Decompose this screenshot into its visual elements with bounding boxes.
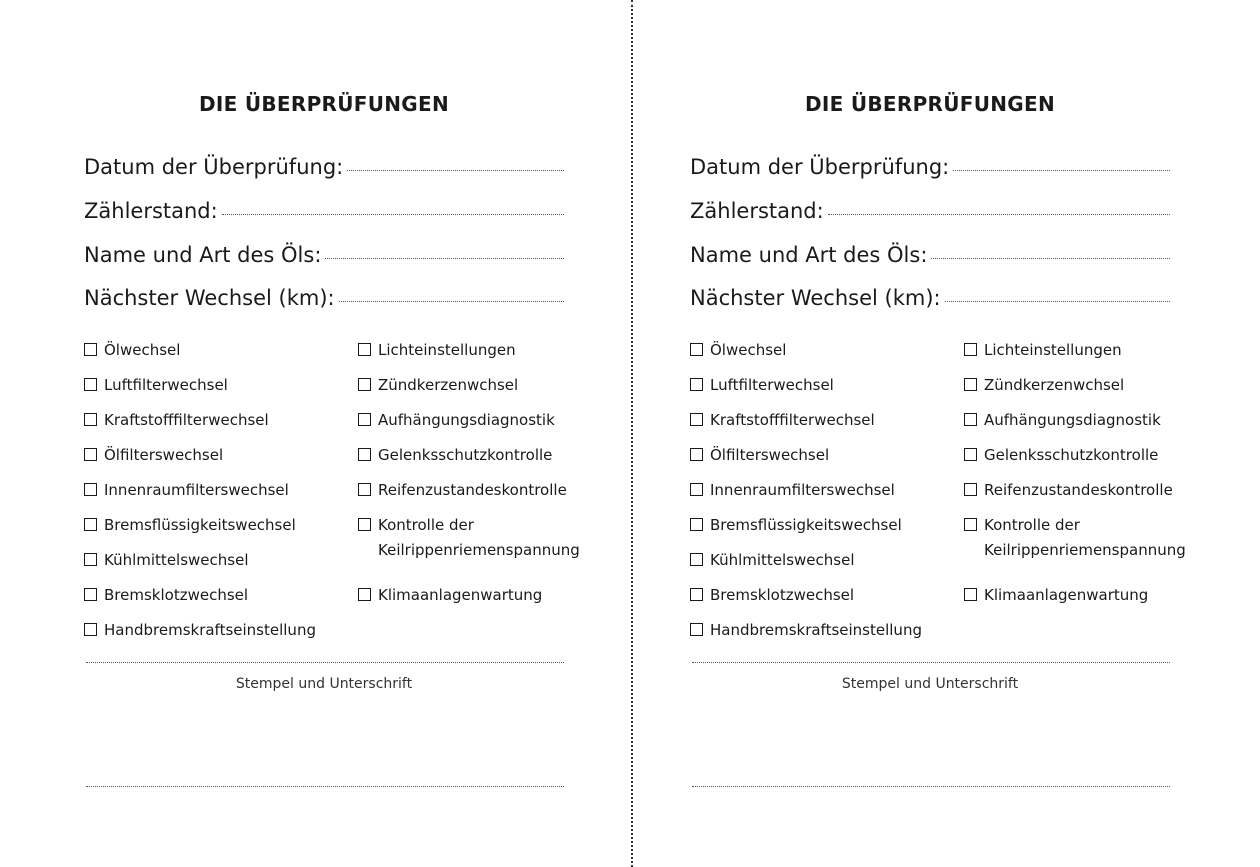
checkbox-item[interactable]: Kühlmittelswechsel bbox=[690, 548, 855, 573]
stamp-top-line bbox=[692, 662, 1170, 663]
fill-line[interactable] bbox=[347, 169, 564, 171]
checkbox-icon[interactable] bbox=[690, 553, 703, 566]
fill-line[interactable] bbox=[953, 169, 1170, 171]
checkbox-icon[interactable] bbox=[690, 378, 703, 391]
checkbox-icon[interactable] bbox=[358, 588, 371, 601]
cut-line-divider bbox=[631, 0, 633, 867]
checkbox-item[interactable]: Ölwechsel bbox=[690, 338, 786, 363]
checkbox-icon[interactable] bbox=[358, 448, 371, 461]
fill-line[interactable] bbox=[945, 300, 1170, 302]
checkbox-icon[interactable] bbox=[84, 588, 97, 601]
checkbox-item[interactable]: Luftfilterwechsel bbox=[84, 373, 228, 398]
odometer-field[interactable] bbox=[690, 199, 1170, 223]
checkbox-item[interactable]: Lichteinstellungen bbox=[964, 338, 1122, 363]
checkbox-icon[interactable] bbox=[690, 343, 703, 356]
checkbox-icon[interactable] bbox=[690, 518, 703, 531]
checkbox-icon[interactable] bbox=[690, 588, 703, 601]
checkbox-icon[interactable] bbox=[964, 588, 977, 601]
inspection-date-field[interactable] bbox=[690, 155, 1170, 179]
checkbox-item[interactable]: Ölwechsel bbox=[84, 338, 180, 363]
checkbox-icon[interactable] bbox=[690, 623, 703, 636]
field-label: Name und Art des Öls: bbox=[84, 243, 322, 267]
checkbox-item[interactable]: Bremsflüssigkeitswechsel bbox=[84, 513, 296, 538]
checkbox-icon[interactable] bbox=[690, 483, 703, 496]
checkbox-icon[interactable] bbox=[84, 518, 97, 531]
checkbox-icon[interactable] bbox=[964, 343, 977, 356]
checkbox-item[interactable]: Kühlmittelswechsel bbox=[84, 548, 249, 573]
checkbox-item[interactable]: Kontrolle der Keilrippenriemenspannung bbox=[964, 513, 1186, 563]
field-label: Zählerstand: bbox=[84, 199, 218, 223]
checkbox-icon[interactable] bbox=[690, 413, 703, 426]
checkbox-item[interactable]: Aufhängungsdiagnostik bbox=[358, 408, 555, 433]
signature-line[interactable] bbox=[692, 786, 1170, 787]
field-label: Nächster Wechsel (km): bbox=[84, 286, 335, 310]
checkbox-item[interactable]: Reifenzustandeskontrolle bbox=[964, 478, 1173, 503]
stamp-top-line bbox=[86, 662, 564, 663]
checkbox-item[interactable]: Aufhängungsdiagnostik bbox=[964, 408, 1161, 433]
checkbox-icon[interactable] bbox=[84, 378, 97, 391]
form-title: DIE ÜBERPRÜFUNGEN bbox=[198, 92, 450, 116]
checkbox-item[interactable]: Handbremskraftseinstellung bbox=[84, 618, 316, 643]
checkbox-item[interactable]: Innenraumfilterswechsel bbox=[84, 478, 289, 503]
fill-line[interactable] bbox=[222, 213, 564, 215]
inspection-form-right bbox=[690, 0, 1186, 867]
checkbox-icon[interactable] bbox=[84, 343, 97, 356]
oil-name-type-field[interactable] bbox=[690, 243, 1170, 267]
stamp-signature-label: Stempel und Unterschrift bbox=[235, 676, 413, 692]
checkbox-icon[interactable] bbox=[690, 448, 703, 461]
checkbox-item[interactable]: Ölfilterswechsel bbox=[690, 443, 829, 468]
checkbox-item[interactable]: Gelenksschutzkontrolle bbox=[964, 443, 1158, 468]
fill-line[interactable] bbox=[325, 257, 564, 259]
checkbox-icon[interactable] bbox=[964, 448, 977, 461]
checkbox-icon[interactable] bbox=[358, 413, 371, 426]
next-change-km-field[interactable] bbox=[84, 286, 564, 310]
checkbox-item[interactable]: Bremsklotzwechsel bbox=[84, 583, 248, 608]
checkbox-icon[interactable] bbox=[964, 483, 977, 496]
checkbox-icon[interactable] bbox=[84, 623, 97, 636]
inspection-form-left bbox=[84, 0, 580, 867]
checkbox-icon[interactable] bbox=[358, 483, 371, 496]
checkbox-item[interactable]: Bremsklotzwechsel bbox=[690, 583, 854, 608]
checkbox-item[interactable]: Kontrolle der Keilrippenriemenspannung bbox=[358, 513, 580, 563]
form-title: DIE ÜBERPRÜFUNGEN bbox=[804, 92, 1056, 116]
odometer-field[interactable] bbox=[84, 199, 564, 223]
checkbox-item[interactable]: Klimaanlagenwartung bbox=[358, 583, 542, 608]
oil-name-type-field[interactable] bbox=[84, 243, 564, 267]
checkbox-item[interactable]: Innenraumfilterswechsel bbox=[690, 478, 895, 503]
checkbox-icon[interactable] bbox=[84, 413, 97, 426]
checkbox-icon[interactable] bbox=[964, 413, 977, 426]
checkbox-icon[interactable] bbox=[358, 343, 371, 356]
checkbox-item[interactable]: Kraftstofffilterwechsel bbox=[84, 408, 269, 433]
fill-line[interactable] bbox=[931, 257, 1170, 259]
checkbox-item[interactable]: Bremsflüssigkeitswechsel bbox=[690, 513, 902, 538]
stamp-signature-label: Stempel und Unterschrift bbox=[841, 676, 1019, 692]
checkbox-icon[interactable] bbox=[84, 483, 97, 496]
checkbox-item[interactable]: Zündkerzenwchsel bbox=[964, 373, 1124, 398]
checkbox-icon[interactable] bbox=[964, 518, 977, 531]
fill-line[interactable] bbox=[828, 213, 1170, 215]
field-label: Datum der Überprüfung: bbox=[84, 155, 344, 179]
fill-line[interactable] bbox=[339, 300, 564, 302]
field-label: Datum der Überprüfung: bbox=[690, 155, 950, 179]
field-label: Nächster Wechsel (km): bbox=[690, 286, 941, 310]
checkbox-item[interactable]: Handbremskraftseinstellung bbox=[690, 618, 922, 643]
checkbox-item[interactable]: Luftfilterwechsel bbox=[690, 373, 834, 398]
checkbox-icon[interactable] bbox=[84, 448, 97, 461]
checkbox-icon[interactable] bbox=[964, 378, 977, 391]
checkbox-item[interactable]: Reifenzustandeskontrolle bbox=[358, 478, 567, 503]
inspection-date-field[interactable] bbox=[84, 155, 564, 179]
checkbox-item[interactable]: Lichteinstellungen bbox=[358, 338, 516, 363]
next-change-km-field[interactable] bbox=[690, 286, 1170, 310]
signature-line[interactable] bbox=[86, 786, 564, 787]
checkbox-icon[interactable] bbox=[358, 378, 371, 391]
checkbox-item[interactable]: Kraftstofffilterwechsel bbox=[690, 408, 875, 433]
checkbox-icon[interactable] bbox=[84, 553, 97, 566]
checkbox-icon[interactable] bbox=[358, 518, 371, 531]
checkbox-item[interactable]: Gelenksschutzkontrolle bbox=[358, 443, 552, 468]
checkbox-item[interactable]: Zündkerzenwchsel bbox=[358, 373, 518, 398]
field-label: Zählerstand: bbox=[690, 199, 824, 223]
field-label: Name und Art des Öls: bbox=[690, 243, 928, 267]
checkbox-item[interactable]: Ölfilterswechsel bbox=[84, 443, 223, 468]
checkbox-item[interactable]: Klimaanlagenwartung bbox=[964, 583, 1148, 608]
